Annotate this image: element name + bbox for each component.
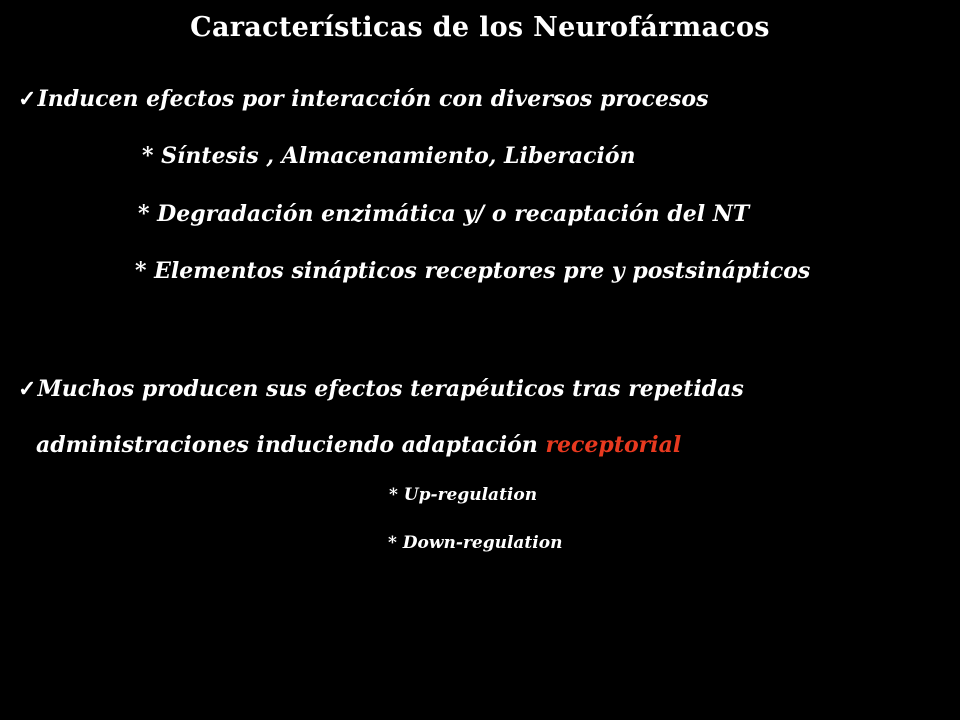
bullet-1-text: Inducen efectos por interacción con diversos procesos <box>37 86 709 112</box>
checkmark-icon: ✓ <box>18 86 37 112</box>
slide-title: Características de los Neurofármacos <box>190 12 770 43</box>
bullet-1-subitem-1: * Síntesis , Almacenamiento, Liberación <box>142 143 636 169</box>
bullet-2-continuation <box>36 432 681 458</box>
highlight-word: receptorial <box>545 432 682 458</box>
bullet-1 <box>18 86 708 112</box>
bullet-1-subitem-3: * Elementos sinápticos receptores pre y postsinápticos <box>135 258 811 284</box>
bullet-2-subitem-1: * Up-regulation <box>389 485 538 505</box>
bullet-2-subitem-2: * Down-regulation <box>388 533 563 553</box>
bullet-2 <box>18 376 744 402</box>
bullet-1-subitem-2: * Degradación enzimática y/ o recaptación del NT <box>138 201 750 227</box>
checkmark-icon: ✓ <box>18 376 37 402</box>
bullet-2-text: Muchos producen sus efectos terapéuticos tras repetidas <box>37 376 744 402</box>
bullet-2-continuation-text: administraciones induciendo adaptación <box>36 432 546 458</box>
